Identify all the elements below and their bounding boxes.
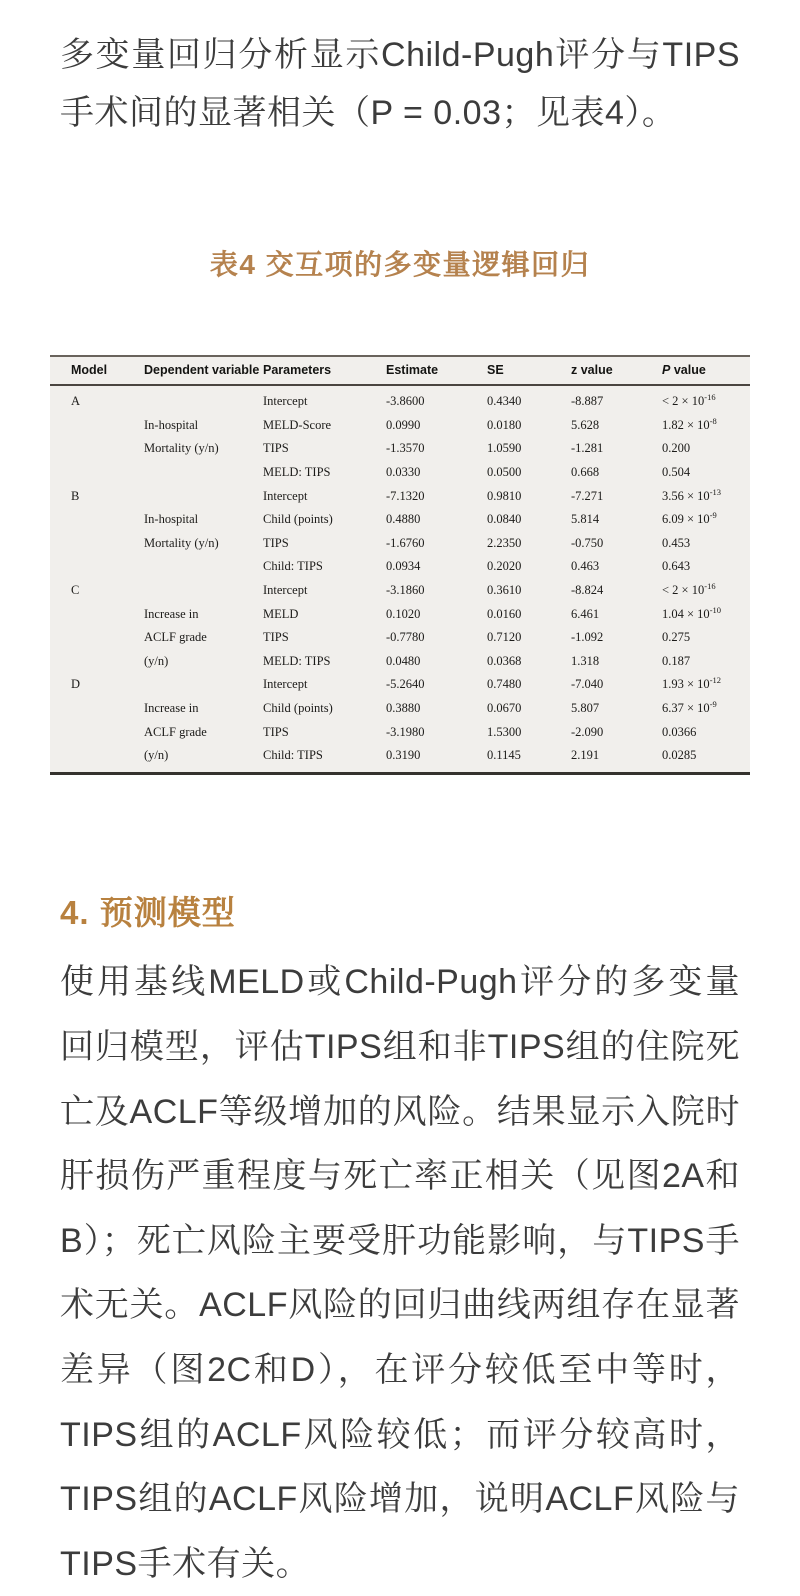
- p-value-exponent: -16: [704, 392, 716, 403]
- cell-estimate: 0.0990: [386, 417, 421, 432]
- cell-parameters: TIPS: [263, 630, 289, 645]
- cell-parameters: MELD: [263, 606, 299, 621]
- cell-p-value: [662, 508, 750, 532]
- cell-p-value: [662, 673, 750, 697]
- table-row: [50, 673, 750, 697]
- cell-model: D: [71, 677, 81, 692]
- cell-p-value: [662, 555, 750, 579]
- table-row: [50, 461, 750, 485]
- cell-se: 0.1145: [487, 748, 521, 763]
- table-row: [50, 744, 750, 773]
- cell-p-value: [662, 414, 750, 438]
- cell-model: [50, 626, 144, 650]
- cell-estimate: 0.0330: [386, 465, 421, 480]
- col-header-z-value: z value: [571, 357, 662, 385]
- table-body: [50, 385, 750, 773]
- p-value-base: 0.504: [662, 465, 691, 480]
- table-row: [50, 385, 750, 414]
- cell-model: [50, 532, 144, 556]
- col-header-model: Model: [50, 357, 144, 385]
- p-value-base: 0.275: [662, 630, 691, 645]
- p-value-base: 0.453: [662, 535, 691, 550]
- p-value-exponent: -9: [709, 698, 717, 709]
- cell-z-value: 0.668: [571, 465, 600, 480]
- p-value-base: < 2 × 10: [662, 582, 705, 597]
- col-header-dependent-variable: Dependent variable: [144, 357, 263, 385]
- table-row: [50, 579, 750, 603]
- col-header-parameters: Parameters: [263, 357, 386, 385]
- cell-z-value: -1.092: [571, 630, 604, 645]
- cell-parameters: TIPS: [263, 441, 289, 456]
- table-row: [50, 697, 750, 721]
- cell-z-value: -0.750: [571, 535, 604, 550]
- cell-se: 0.0840: [487, 512, 522, 527]
- cell-dependent-variable: [144, 461, 263, 485]
- table-row: [50, 484, 750, 508]
- cell-se: 0.0500: [487, 465, 522, 480]
- cell-z-value: 2.191: [571, 748, 600, 763]
- cell-model: [50, 602, 144, 626]
- cell-se: 2.2350: [487, 535, 522, 550]
- p-value-base: 1.93 × 10: [662, 677, 710, 692]
- cell-p-value: [662, 697, 750, 721]
- cell-p-value: [662, 484, 750, 508]
- cell-se: 0.4340: [487, 394, 522, 409]
- cell-se: 0.3610: [487, 582, 522, 597]
- cell-estimate: -5.2640: [386, 677, 425, 692]
- cell-estimate: 0.0480: [386, 653, 421, 668]
- cell-p-value: [662, 437, 750, 461]
- cell-dependent-variable: Mortality (y/n): [144, 441, 219, 456]
- cell-estimate: -7.1320: [386, 488, 425, 503]
- regression-table: [50, 355, 750, 776]
- p-value-base: 0.187: [662, 653, 691, 668]
- cell-parameters: Intercept: [263, 677, 308, 692]
- cell-se: 0.2020: [487, 559, 522, 574]
- col-header-p-value: [662, 357, 750, 385]
- p-value-base: 3.56 × 10: [662, 488, 710, 503]
- cell-dependent-variable: In-hospital: [144, 417, 199, 432]
- cell-estimate: 0.3190: [386, 748, 421, 763]
- cell-dependent-variable: Mortality (y/n): [144, 535, 219, 550]
- cell-estimate: -3.8600: [386, 394, 425, 409]
- cell-z-value: -1.281: [571, 441, 604, 456]
- intro-paragraph: 多变量回归分析显示Child-Pugh评分与TIPS手术间的显著相关（P = 0.03；见表4）。: [60, 36, 740, 133]
- cell-parameters: MELD: TIPS: [263, 653, 331, 668]
- cell-model: [50, 437, 144, 461]
- cell-parameters: TIPS: [263, 535, 289, 550]
- cell-estimate: -1.6760: [386, 535, 425, 550]
- cell-p-value: [662, 626, 750, 650]
- p-value-exponent: -8: [709, 415, 717, 426]
- cell-se: 0.7120: [487, 630, 522, 645]
- cell-z-value: -2.090: [571, 724, 604, 739]
- cell-model: B: [71, 488, 80, 503]
- cell-z-value: 5.628: [571, 417, 600, 432]
- table-header-row: [50, 357, 750, 385]
- cell-p-value: [662, 461, 750, 485]
- cell-se: 1.5300: [487, 724, 522, 739]
- p-value-base: 6.09 × 10: [662, 512, 710, 527]
- cell-model: A: [71, 394, 81, 409]
- cell-estimate: 0.1020: [386, 606, 421, 621]
- cell-p-value: [662, 532, 750, 556]
- cell-z-value: 1.318: [571, 653, 600, 668]
- table-caption: 表4 交互项的多变量逻辑回归: [209, 248, 591, 280]
- cell-estimate: 0.0934: [386, 559, 421, 574]
- cell-parameters: Child (points): [263, 700, 333, 715]
- cell-p-value: [662, 602, 750, 626]
- p-value-exponent: -9: [709, 510, 717, 521]
- p-value-base: 0.0285: [662, 748, 697, 763]
- cell-model: [50, 555, 144, 579]
- table-row: [50, 437, 750, 461]
- cell-dependent-variable: (y/n): [144, 748, 169, 763]
- cell-se: 0.7480: [487, 677, 522, 692]
- cell-se: 0.0180: [487, 417, 522, 432]
- cell-p-value: [662, 720, 750, 744]
- p-value-exponent: -13: [709, 486, 722, 497]
- cell-z-value: 5.814: [571, 512, 600, 527]
- cell-p-value: [662, 579, 750, 603]
- cell-se: 1.0590: [487, 441, 522, 456]
- p-value-exponent: -16: [704, 580, 716, 591]
- p-value-base: 0.643: [662, 559, 691, 574]
- p-header-rest: value: [670, 363, 706, 378]
- table-row: [50, 414, 750, 438]
- cell-dependent-variable: [144, 579, 263, 603]
- cell-model: [50, 414, 144, 438]
- cell-model: [50, 720, 144, 744]
- cell-dependent-variable: [144, 673, 263, 697]
- p-value-base: 0.0366: [662, 724, 697, 739]
- cell-se: 0.0368: [487, 653, 522, 668]
- cell-dependent-variable: ACLF grade: [144, 724, 207, 739]
- cell-parameters: Child: TIPS: [263, 748, 323, 763]
- cell-dependent-variable: ACLF grade: [144, 630, 207, 645]
- cell-parameters: Intercept: [263, 488, 308, 503]
- p-value-exponent: -12: [709, 675, 722, 686]
- cell-se: 0.9810: [487, 488, 522, 503]
- cell-p-value: [662, 649, 750, 673]
- cell-parameters: Intercept: [263, 582, 308, 597]
- col-header-estimate: Estimate: [386, 357, 487, 385]
- table-row: [50, 602, 750, 626]
- section-paragraph: 使用基线MELD或Child-Pugh评分的多变量回归模型，评估TIPS组和非TIPS组的住院死亡及ACLF等级增加的风险。结果显示入院时肝损伤严重程度与死亡率正相关（见图2A和B）；死亡风险主要受肝功能影响，与TIPS手术无关。ACLF风险的回归曲线两组存在显著差异（图2C和D），在评分较低至中等时，TIPS组的ACLF风险较低；而评分较高时，TIPS组的ACLF风险增加，说明ACLF风险与TIPS手术有关。: [60, 963, 740, 1583]
- cell-z-value: -7.040: [571, 677, 604, 692]
- p-value-base: 6.37 × 10: [662, 700, 710, 715]
- cell-estimate: -3.1860: [386, 582, 425, 597]
- cell-model: C: [71, 582, 80, 597]
- table-row: [50, 532, 750, 556]
- p-value-base: 0.200: [662, 441, 691, 456]
- cell-p-value: [662, 385, 750, 414]
- cell-estimate: 0.4880: [386, 512, 421, 527]
- table-row: [50, 720, 750, 744]
- section-heading: 4. 预测模型: [60, 894, 236, 932]
- p-value-base: < 2 × 10: [662, 394, 705, 409]
- cell-parameters: MELD-Score: [263, 417, 332, 432]
- cell-dependent-variable: [144, 555, 263, 579]
- cell-estimate: -3.1980: [386, 724, 425, 739]
- p-header-prefix: P: [662, 363, 671, 378]
- cell-dependent-variable: [144, 385, 263, 414]
- cell-se: 0.0670: [487, 700, 522, 715]
- cell-estimate: 0.3880: [386, 700, 421, 715]
- cell-dependent-variable: Increase in: [144, 700, 199, 715]
- table-row: [50, 555, 750, 579]
- p-value-base: 1.82 × 10: [662, 417, 710, 432]
- cell-model: [50, 744, 144, 773]
- cell-model: [50, 461, 144, 485]
- cell-dependent-variable: In-hospital: [144, 512, 199, 527]
- table-row: [50, 626, 750, 650]
- col-header-se: SE: [487, 357, 571, 385]
- regression-table-grid: [50, 357, 750, 773]
- cell-parameters: TIPS: [263, 724, 289, 739]
- cell-z-value: -8.887: [571, 394, 604, 409]
- cell-parameters: Child: TIPS: [263, 559, 323, 574]
- cell-parameters: MELD: TIPS: [263, 465, 331, 480]
- cell-z-value: 6.461: [571, 606, 600, 621]
- table-row: [50, 649, 750, 673]
- cell-parameters: Child (points): [263, 512, 333, 527]
- cell-z-value: 0.463: [571, 559, 600, 574]
- cell-p-value: [662, 744, 750, 773]
- cell-z-value: -7.271: [571, 488, 604, 503]
- cell-model: [50, 508, 144, 532]
- p-value-base: 1.04 × 10: [662, 606, 710, 621]
- cell-z-value: -8.824: [571, 582, 604, 597]
- cell-dependent-variable: (y/n): [144, 653, 169, 668]
- p-value-exponent: -10: [709, 604, 722, 615]
- table-row: [50, 508, 750, 532]
- cell-se: 0.0160: [487, 606, 522, 621]
- cell-parameters: Intercept: [263, 394, 308, 409]
- cell-model: [50, 649, 144, 673]
- cell-estimate: -1.3570: [386, 441, 425, 456]
- cell-z-value: 5.807: [571, 700, 600, 715]
- cell-dependent-variable: Increase in: [144, 606, 199, 621]
- cell-dependent-variable: [144, 484, 263, 508]
- cell-estimate: -0.7780: [386, 630, 425, 645]
- cell-model: [50, 697, 144, 721]
